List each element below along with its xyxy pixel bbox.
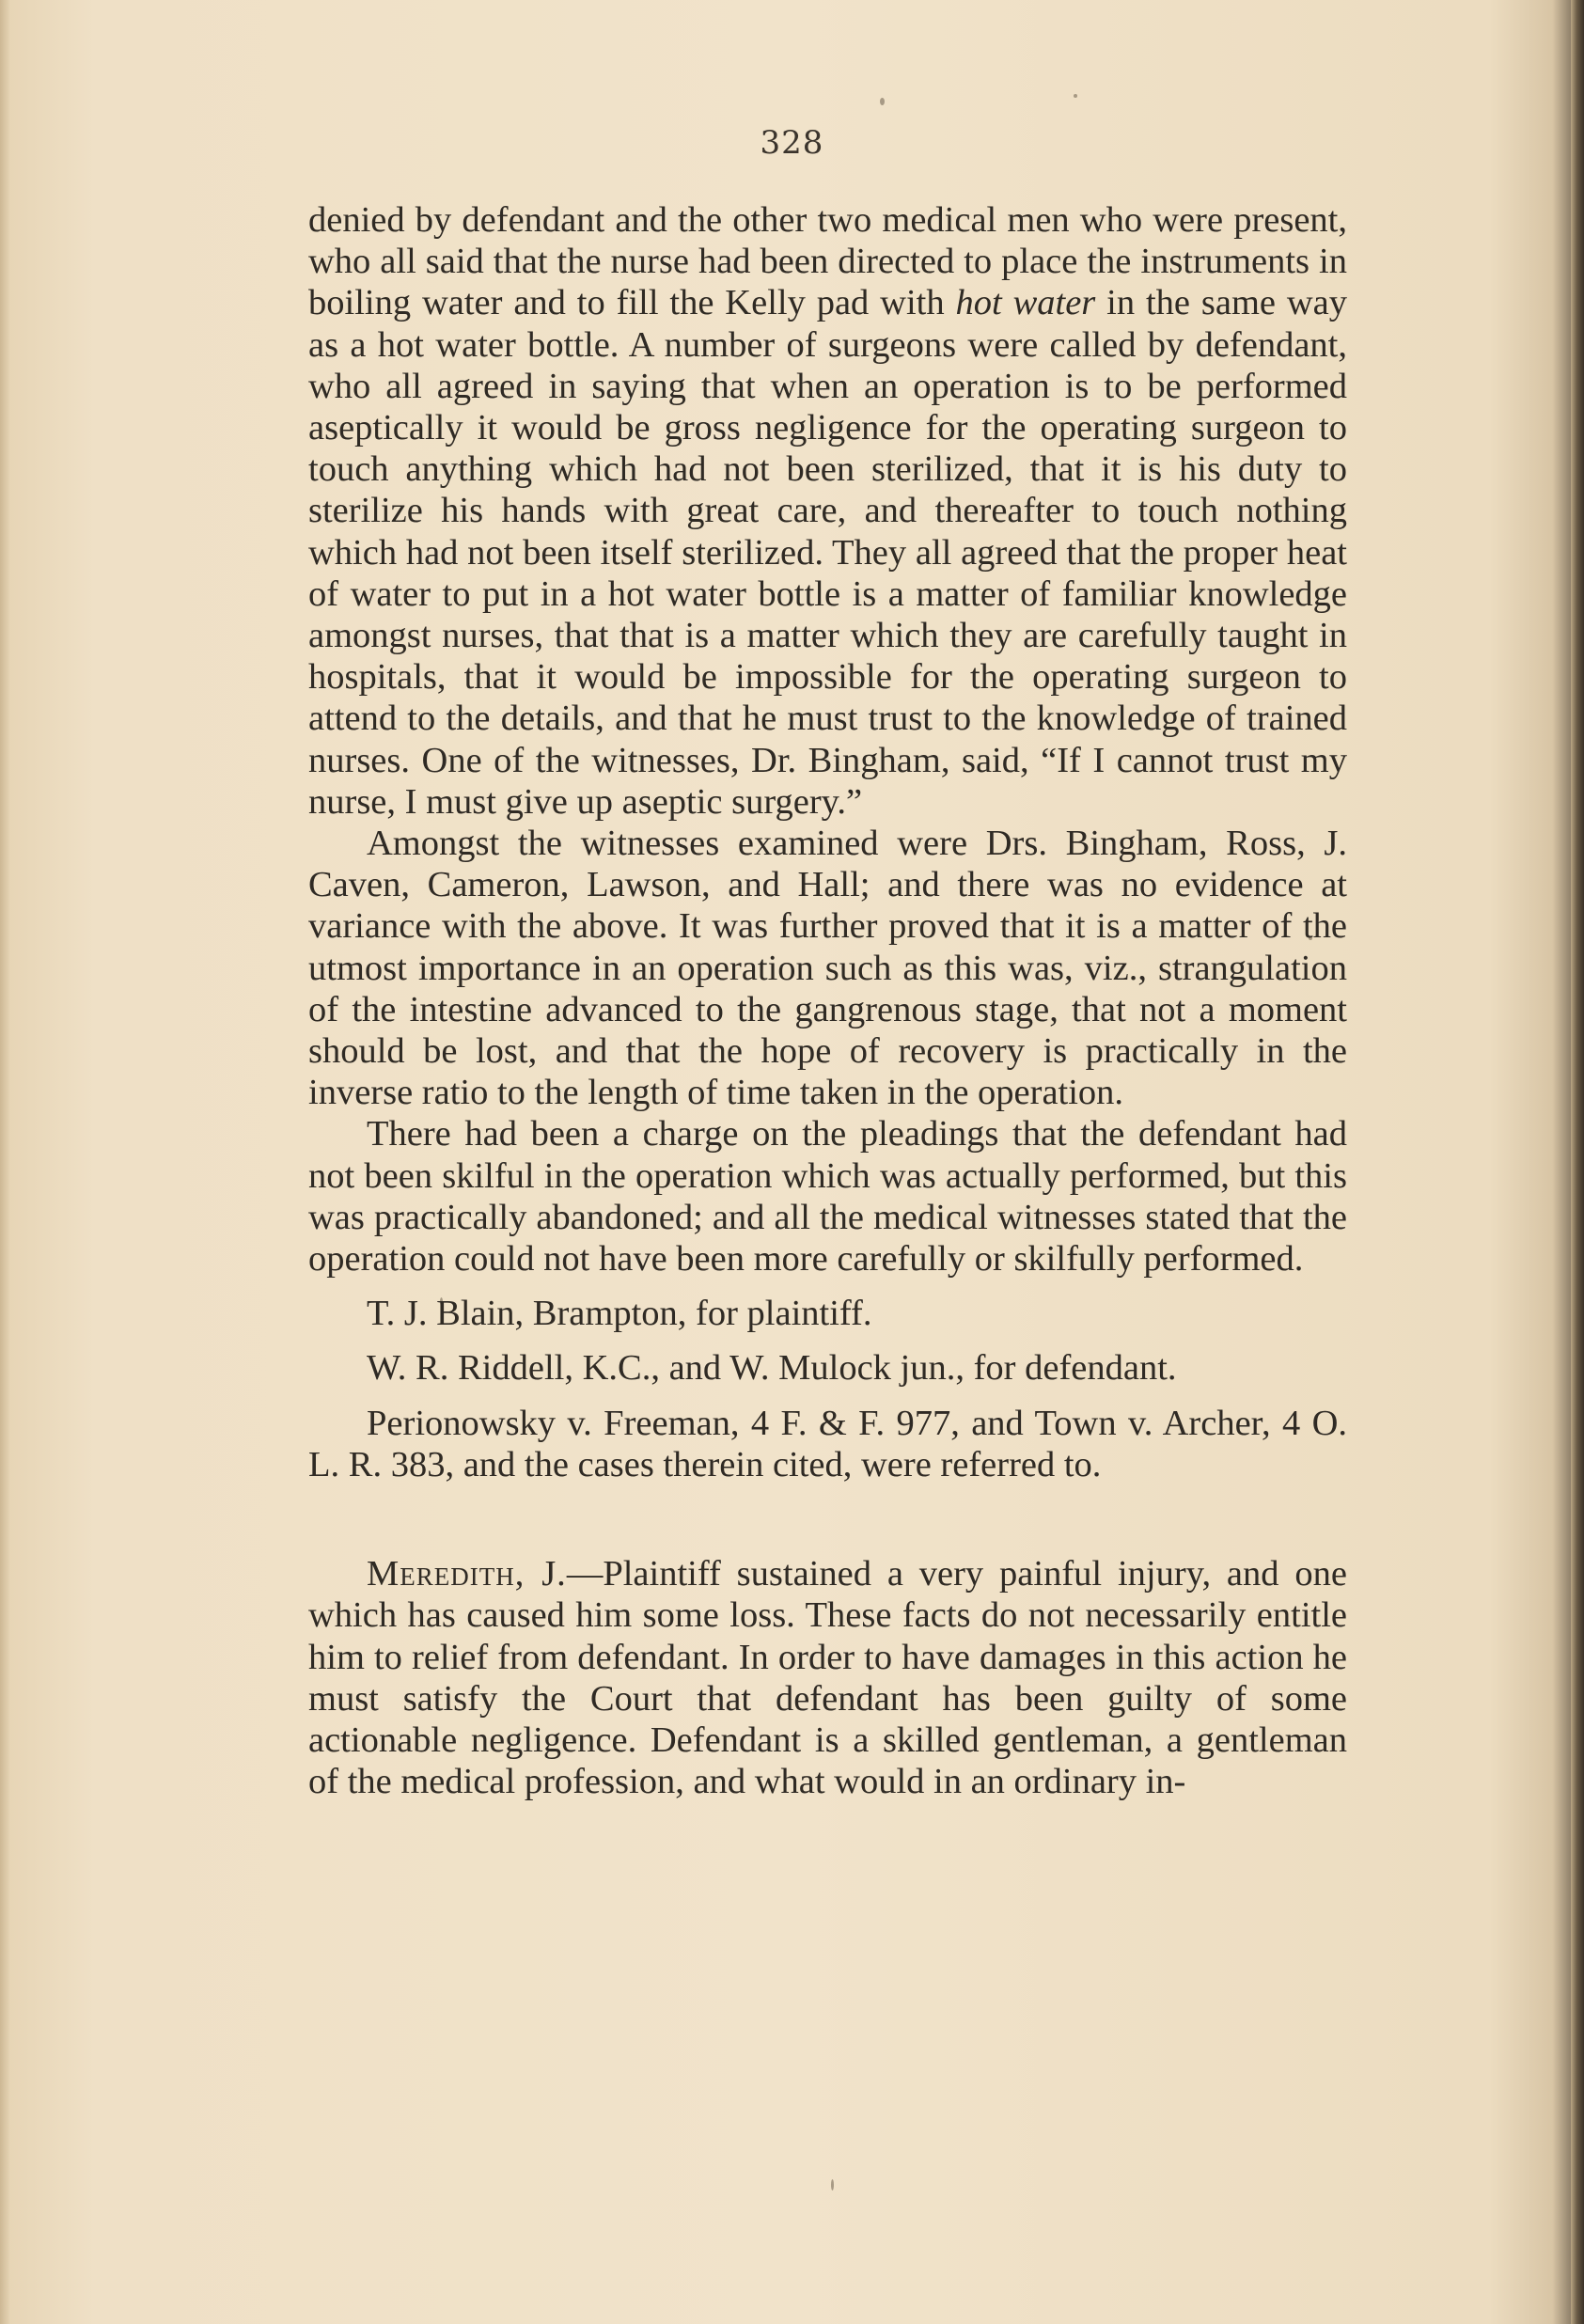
judgment-text: —Plaintiff sustained a very painful injury, and one which has caused him some loss. These facts do not necessarily entitle him to relief from defendant. In order to have damages in this action he must satisfy the Court that defendant has been guilty of some actionable negligence. Defendant is a skilled gentleman, a gentleman of the medical profession, and what would in an ordinary in- [308, 1554, 1347, 1802]
page-right-edge-shadow [1571, 0, 1584, 2324]
body-text [308, 199, 1347, 1802]
judge-name: Meredith, J. [367, 1554, 567, 1594]
cases-cited: Perionowsky v. Freeman, 4 F. & F. 977, and Town v. Archer, 4 O. L. R. 383, and the cases therein cited, were referred to. [308, 1403, 1347, 1484]
counsel-defendant: W. R. Riddell, K.C., and W. Mulock jun., for defendant. [367, 1348, 1177, 1389]
paragraph-witnesses: Amongst the witnesses examined were Drs. Bingham, Ross, J. Caven, Cameron, Lawson, and Hall; and there was no evidence at variance with the above. It was further proved that it is a matter of the utmost importance in an operation such as this was, viz., strangulation of the intestine advanced to the gangrenous stage, that not a moment should be lost, and that the hope of recovery is practically in the inverse ratio to the length of time taken in the operation. [308, 824, 1347, 1113]
counsel-plaintiff: T. J. Blain, Brampton, for plaintiff. [367, 1294, 872, 1334]
paper-speck [831, 2179, 834, 2191]
paper-speck [880, 98, 885, 105]
paragraph-testimony [308, 199, 1347, 823]
page-number: 328 [760, 124, 824, 162]
paragraph-pleadings: There had been a charge on the pleadings that the defendant had not been skilful in the operation which was actually performed, but this was practically abandoned; and all the medical witnesses stated that the operation could not have been more carefully or skilfully performed. [308, 1114, 1347, 1280]
paragraph-text: in the same way as a hot water bottle. A number of surgeons were called by defendant, who all agreed in saying that when an operation is to be performed aseptically it would be gross negligence for the operating surgeon to touch anything which had not been sterilized, that it is his duty to sterilize his hands with great care, and thereafter to touch nothing which had not been itself sterilized. They all agreed that the proper heat of water to put in a hot water bottle is a matter of familiar knowledge amongst nurses, that that is a matter which they are carefully taught in hospitals, that it would be impossible for the operating surgeon to attend to the details, and that he must trust to the knowledge of trained nurses. One of the witnesses, Dr. Bingham, said, “If I cannot trust my nurse, I must give up aseptic surgery.” [308, 283, 1348, 822]
emphasis-hot-water: hot water [955, 283, 1096, 323]
paragraph-text: denied by defendant and the other two medical men who were present, who all said that the nurse had been directed to place the instruments in boiling water and to fill the Kelly pad with [308, 200, 1347, 323]
paper-speck [1074, 94, 1077, 98]
page-left-edge [0, 0, 9, 2324]
judgment-paragraph [308, 1553, 1347, 1802]
